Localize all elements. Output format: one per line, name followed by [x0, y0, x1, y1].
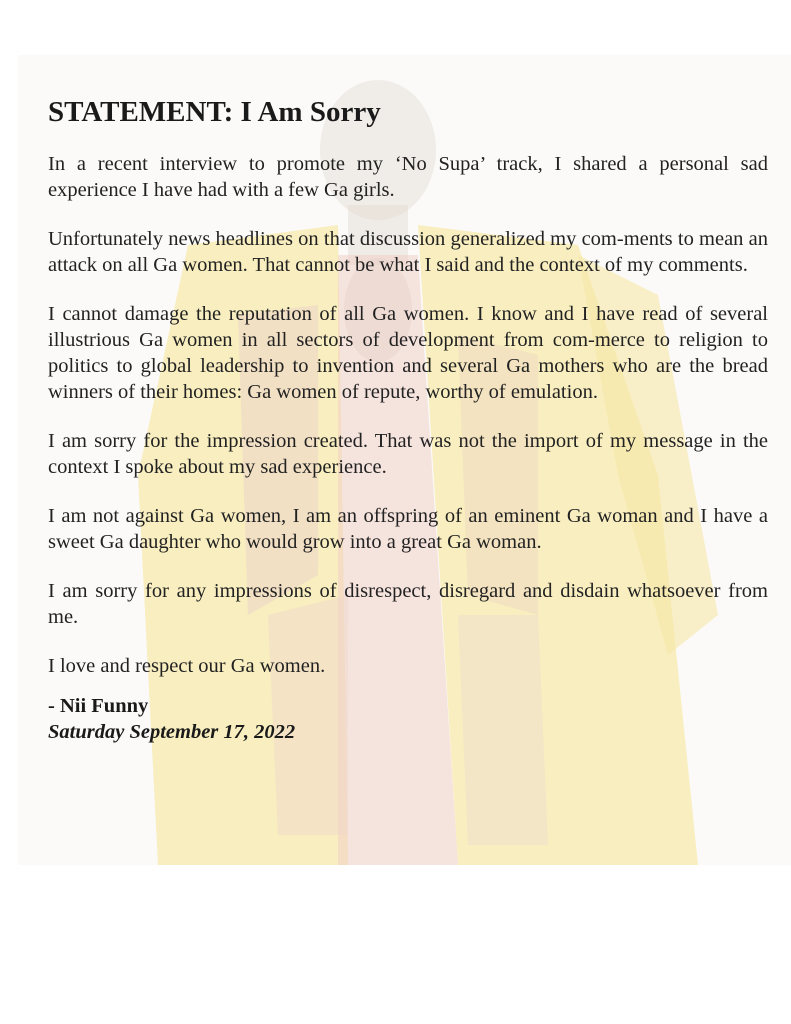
paragraph-4: I am sorry for the impression created. That was not the import of my message in the context I spoke about my sad experience.	[48, 430, 768, 478]
paragraph-6: I am sorry for any impressions of disrespect, disregard and disdain whatsoever from me.	[48, 580, 768, 628]
statement-title: STATEMENT: I Am Sorry	[48, 96, 381, 128]
paragraph-5: I am not against Ga women, I am an offspring of an eminent Ga woman and I have a sweet Ga daughter who would grow into a great Ga woman.	[48, 505, 768, 553]
paragraph-2: Unfortunately news headlines on that discussion generalized my com-ments to mean an attack on all Ga women. That cannot be what I said and the context of my comments.	[48, 228, 768, 276]
paragraph-7: I love and respect our Ga women.	[48, 655, 326, 677]
paragraph-1: In a recent interview to promote my ‘No Supa’ track, I shared a personal sad experience I have had with a few Ga girls.	[48, 153, 768, 201]
paragraph-3: I cannot damage the reputation of all Ga women. I know and I have read of several illustrious Ga women in all sectors of development from com-merce to religion to politics to global leadership to invention and several Ga mothers who are the bread winners of their homes: Ga women of repute, worthy of emulation.	[48, 303, 768, 403]
signature-date: Saturday September 17, 2022	[48, 721, 296, 743]
statement-body	[48, 95, 768, 745]
statement-sheet	[18, 55, 791, 865]
signature-name: - Nii Funny	[48, 695, 149, 717]
